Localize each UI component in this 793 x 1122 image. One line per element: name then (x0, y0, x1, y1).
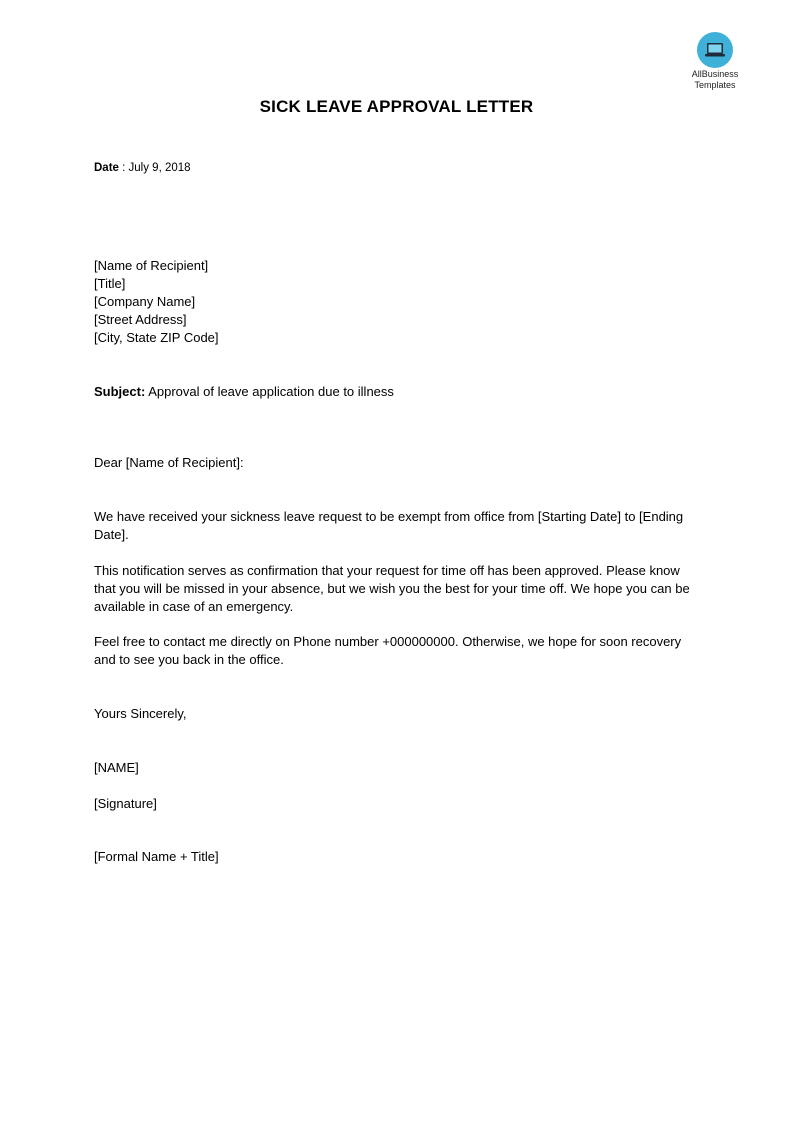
company-logo (684, 32, 746, 90)
recipient-company: [Company Name] (94, 294, 196, 309)
paragraph-request: We have received your sickness leave request to be exempt from office from [Starting Date] to [Ending Date]. (94, 509, 684, 542)
document-title: SICK LEAVE APPROVAL LETTER (259, 97, 534, 116)
recipient-title: [Title] (94, 276, 126, 291)
closing: Yours Sincerely, (94, 706, 187, 721)
subject-value: Approval of leave application due to illness (145, 384, 394, 399)
date-label: Date (94, 162, 119, 174)
formal-name-title: [Formal Name + Title] (94, 849, 219, 864)
signature-placeholder: [Signature] (94, 796, 157, 811)
recipient-name: [Name of Recipient] (94, 258, 209, 273)
date-line (94, 159, 191, 177)
paragraph-contact: Feel free to contact me directly on Phone number +000000000. Otherwise, we hope for soon recovery and to see you back in the office. (94, 634, 682, 667)
logo-text-line1: AllBusiness (691, 69, 739, 79)
sender-name: [NAME] (94, 760, 139, 775)
recipient-street: [Street Address] (94, 312, 187, 327)
laptop-icon (697, 32, 733, 68)
recipient-city: [City, State ZIP Code] (94, 330, 219, 345)
subject-line (94, 383, 394, 401)
salutation: Dear [Name of Recipient]: (94, 455, 244, 470)
logo-text-line2: Templates (694, 80, 736, 90)
subject-label: Subject: (94, 384, 146, 399)
date-value: : July 9, 2018 (118, 162, 191, 174)
paragraph-confirmation: This notification serves as confirmation that your request for time off has been approved. Please know that you will be missed in your absence, but we wish you the best for your time off. We hope you can be available in case of an emergency. (94, 563, 690, 614)
